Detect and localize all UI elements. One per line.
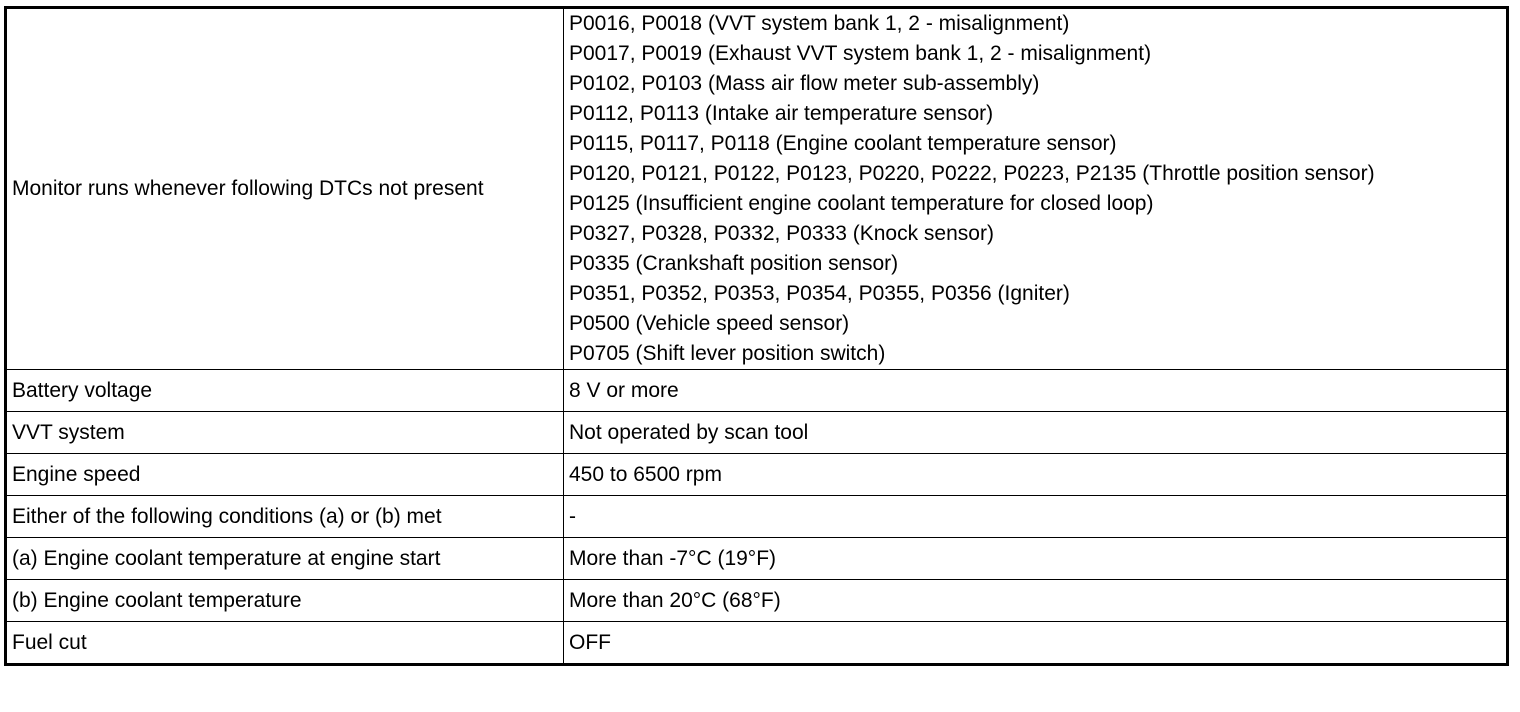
table-row bbox=[6, 538, 1508, 580]
condition-label-cell: Battery voltage bbox=[6, 370, 564, 412]
condition-value-cell: 8 V or more bbox=[564, 370, 1508, 412]
condition-value-cell: More than -7°C (19°F) bbox=[564, 538, 1508, 580]
condition-label-cell: Fuel cut bbox=[6, 622, 564, 665]
dtc-line: P0500 (Vehicle speed sensor) bbox=[569, 312, 850, 335]
table-row bbox=[6, 370, 1508, 412]
condition-value-cell: Not operated by scan tool bbox=[564, 412, 1508, 454]
dtc-line: P0115, P0117, P0118 (Engine coolant temperature sensor) bbox=[569, 132, 1117, 155]
dtc-list-cell bbox=[564, 8, 1508, 370]
condition-value-cell: - bbox=[564, 496, 1508, 538]
dtc-line: P0017, P0019 (Exhaust VVT system bank 1, 2 - misalignment) bbox=[569, 42, 1152, 65]
table-row bbox=[6, 496, 1508, 538]
table-row bbox=[6, 454, 1508, 496]
dtc-line: P0102, P0103 (Mass air flow meter sub-assembly) bbox=[569, 72, 1040, 95]
condition-value-cell: 450 to 6500 rpm bbox=[564, 454, 1508, 496]
dtc-line: P0120, P0121, P0122, P0123, P0220, P0222, P0223, P2135 (Throttle position sensor) bbox=[569, 162, 1375, 185]
condition-label-cell: (b) Engine coolant temperature bbox=[6, 580, 564, 622]
table-row-monitor bbox=[6, 8, 1508, 370]
dtc-line: P0112, P0113 (Intake air temperature sensor) bbox=[569, 102, 994, 125]
monitor-label-cell: Monitor runs whenever following DTCs not present bbox=[6, 8, 564, 370]
condition-value-cell: More than 20°C (68°F) bbox=[564, 580, 1508, 622]
dtc-line: P0335 (Crankshaft position sensor) bbox=[569, 252, 899, 275]
dtc-line: P0705 (Shift lever position switch) bbox=[569, 342, 886, 365]
condition-label-cell: Either of the following conditions (a) or (b) met bbox=[6, 496, 564, 538]
dtc-line: P0327, P0328, P0332, P0333 (Knock sensor) bbox=[569, 222, 994, 245]
dtc-line: P0125 (Insufficient engine coolant temperature for closed loop) bbox=[569, 192, 1154, 215]
dtc-line: P0016, P0018 (VVT system bank 1, 2 - misalignment) bbox=[569, 12, 1070, 35]
table-row bbox=[6, 622, 1508, 665]
condition-value-cell: OFF bbox=[564, 622, 1508, 665]
condition-label-cell: Engine speed bbox=[6, 454, 564, 496]
condition-label-cell: (a) Engine coolant temperature at engine start bbox=[6, 538, 564, 580]
dtc-line: P0351, P0352, P0353, P0354, P0355, P0356 (Igniter) bbox=[569, 282, 1070, 305]
table-row bbox=[6, 580, 1508, 622]
condition-label-cell: VVT system bbox=[6, 412, 564, 454]
conditions-table bbox=[4, 6, 1509, 666]
table-row bbox=[6, 412, 1508, 454]
